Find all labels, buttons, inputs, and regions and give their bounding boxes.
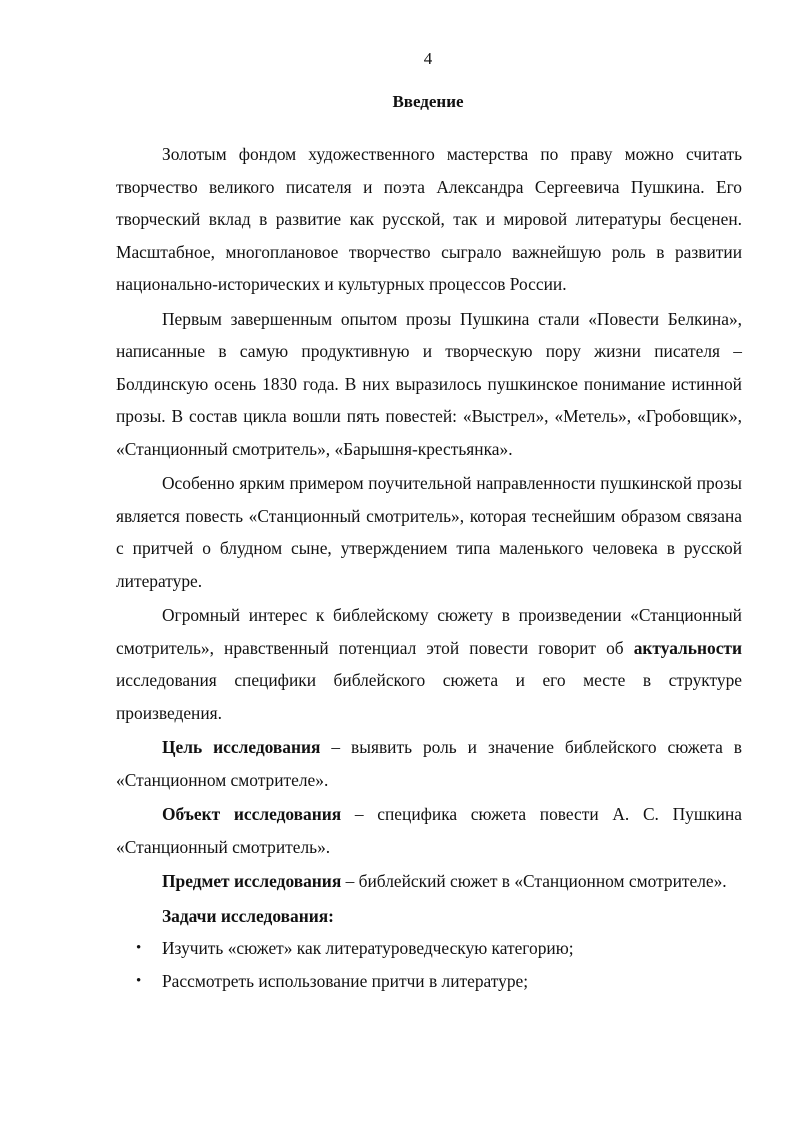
relevance-term: актуальности <box>633 637 742 658</box>
paragraph-station-master: Особенно ярким примером поучительной направленности пушкинской прозы является повесть «Станционный смотритель», которая теснейшим образом связана с притчей о блудном сыне, утверждением типа маленького человека в русской литературе. <box>116 473 742 591</box>
research-object-text: – специфика сюжета повести А. С. Пушкина «Станционный смотритель». <box>116 804 743 857</box>
paragraph-research-object <box>116 798 742 863</box>
tasks-heading: Задачи исследования: <box>162 905 334 926</box>
section-heading: Введение <box>392 92 464 111</box>
list-item <box>116 965 742 998</box>
paragraph-intro: Золотым фондом художественного мастерства по праву можно считать творчество великого писателя и поэта Александра Сергеевича Пушкина. Его творческий вклад в развитие как русской, так и мировой литературы бесценен. Масштабное, многоплановое творчество сыграло важнейшую роль в развитии национально-исторических и культурных процессов России. <box>116 144 742 294</box>
paragraph-research-subject <box>116 865 742 898</box>
bullet-icon: • <box>136 940 142 956</box>
research-subject-term: Предмет исследования <box>162 871 342 891</box>
relevance-text-before: Огромный интерес к библейскому сюжету в произведении «Станционный смотритель», нравственный потенциал этой повести говорит об <box>116 605 742 658</box>
tasks-list <box>116 932 742 997</box>
body-text <box>116 138 742 997</box>
task-text: Рассмотреть использование притчи в литературе; <box>162 970 529 991</box>
research-goal-term: Цель исследования <box>162 737 321 757</box>
page-number: 4 <box>423 49 433 68</box>
task-text: Изучить «сюжет» как литературоведческую категорию; <box>162 938 574 958</box>
relevance-text-after: исследования специфики библейского сюжета и его месте в структуре произведения. <box>116 670 742 723</box>
research-subject-text: – библейский сюжет в «Станционном смотрителе». <box>341 871 727 891</box>
paragraph-research-goal <box>116 731 742 796</box>
paragraph-belkin-tales: Первым завершенным опытом прозы Пушкина стали «Повести Белкина», написанные в самую продуктивную и творческую пору жизни писателя – Болдинскую осень 1830 года. В них выразилось пушкинское понимание истинной прозы. В состав цикла вошли пять повестей: «Выстрел», «Метель», «Гробовщик», «Станционный смотритель», «Барышня-крестьянка». <box>116 308 742 459</box>
bullet-icon: • <box>136 972 142 989</box>
paragraph-relevance <box>116 599 742 729</box>
research-object-term: Объект исследования <box>162 804 342 824</box>
list-item <box>116 932 742 965</box>
research-goal-text: – выявить роль и значение библейского сюжета в «Станционном смотрителе». <box>116 737 742 790</box>
